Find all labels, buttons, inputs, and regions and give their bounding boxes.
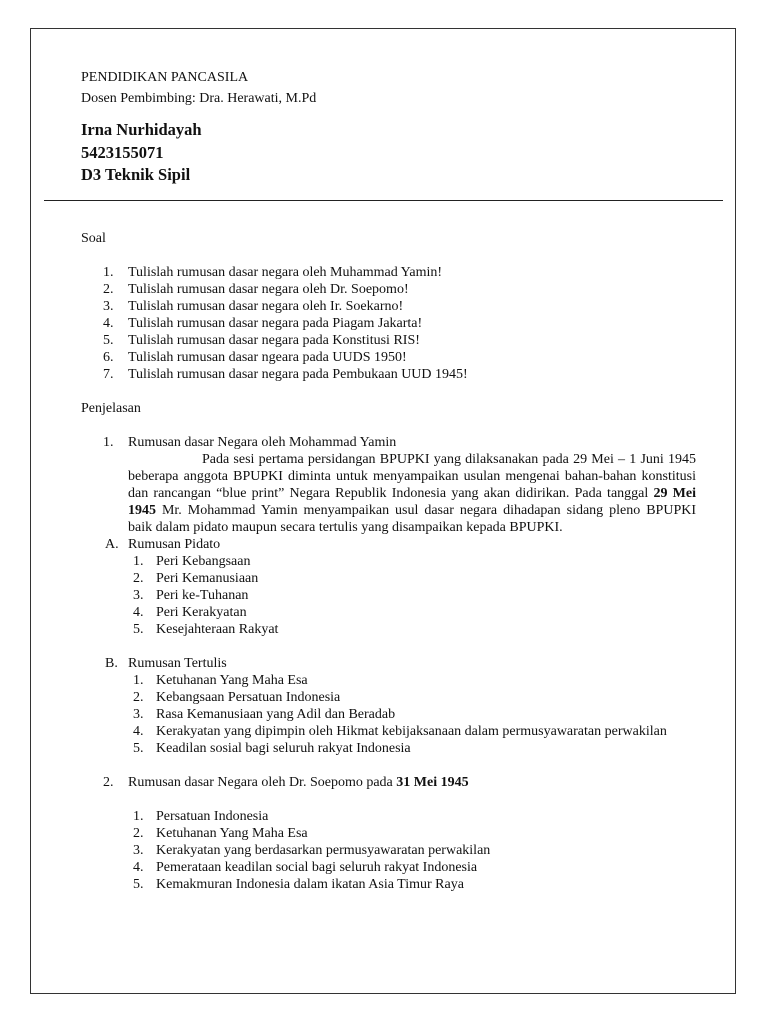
- tertulis-list: [81, 672, 701, 757]
- list-item: 3. Tulislah rumusan dasar negara oleh Ir. Soekarno!: [103, 299, 404, 314]
- item1-section-b: B. Rumusan Tertulis: [105, 656, 227, 671]
- soal-list: [81, 264, 701, 383]
- penjelasan-heading: Penjelasan: [81, 401, 141, 416]
- soepomo-list: [81, 808, 701, 893]
- date-bold: 31 Mei 1945: [396, 775, 469, 790]
- list-item: 1. Ketuhanan Yang Maha Esa: [133, 673, 308, 688]
- course-title: PENDIDIKAN PANCASILA: [81, 70, 249, 85]
- list-item: 5. Tulislah rumusan dasar negara pada Konstitusi RIS!: [103, 333, 420, 348]
- student-id: 5423155071: [81, 142, 164, 162]
- list-item: 3. Kerakyatan yang berdasarkan permusyawaratan perwakilan: [133, 843, 491, 858]
- student-name: Irna Nurhidayah: [81, 120, 202, 139]
- item1-paragraph: Pada sesi pertama persidangan BPUPKI yang dilaksanakan pada 29 Mei – 1 Juni 1945 beberapa anggota BPUPKI diminta untuk menyampaikan usulan mengenai bahan-bahan konstitusi dan rancangan “blue print” Negara Republik Indonesia yang akan didirikan. Pada tanggal 29 Mei 1945 Mr. Mohammad Yamin menyampaikan usul dasar negara dihadapan sidang pleno BPUPKI baik dalam pidato maupun secara tertulis yang disampaikan kepada BPUPKI.: [128, 452, 696, 535]
- document-body: [81, 230, 701, 893]
- list-item: 4. Kerakyatan yang dipimpin oleh Hikmat kebijaksanaan dalam permusyawaratan perwakilan: [133, 724, 667, 739]
- item1-section-a: A. Rumusan Pidato: [105, 537, 221, 552]
- student-info: [81, 119, 202, 187]
- penjelasan-item-1: 1. Rumusan dasar Negara oleh Mohammad Yamin Pada sesi pertama persidangan BPUPKI yang dilaksanakan pada 29 Mei – 1 Juni 1945 beberapa anggota BPUPKI diminta untuk menyampaikan usulan mengenai bahan-bahan konstitusi dan rancangan “blue print” Negara Republik Indonesia yang akan didirikan. Pada tanggal 29 Mei 1945 Mr. Mohammad Yamin menyampaikan usul dasar negara dihadapan sidang pleno BPUPKI baik dalam pidato maupun secara tertulis yang disampaikan kepada BPUPKI. A. Rumusan Pidato 1. Peri Kebangsaan 2. Peri Kemanusiaan 3. Peri ke-Tuhanan 4. Peri Kerakyatan 5. Kesejahteraan Rakyat B. Rumusan Tertulis 1. Ketuhanan Yang Maha Esa 2. Kebangsaan Persatuan Indonesia 3. Rasa Kemanusiaan yang Adil dan Beradab 4. Kerakyatan yang dipimpin oleh Hikmat kebijaksanaan dalam permusyawaratan perwakilan 5. Keadilan sosial bagi seluruh rakyat Indonesia: [81, 434, 701, 757]
- list-item: 5. Keadilan sosial bagi seluruh rakyat Indonesia: [133, 741, 411, 756]
- list-item: 7. Tulislah rumusan dasar negara pada Pembukaan UUD 1945!: [103, 367, 468, 382]
- date-bold: 29 Mei 1945: [128, 486, 696, 518]
- student-program: D3 Teknik Sipil: [81, 165, 191, 184]
- list-item: 5. Kemakmuran Indonesia dalam ikatan Asia Timur Raya: [133, 877, 464, 892]
- pidato-list: [81, 553, 701, 638]
- list-item: 5. Kesejahteraan Rakyat: [133, 622, 279, 637]
- list-item: 2. Tulislah rumusan dasar negara oleh Dr. Soepomo!: [103, 282, 409, 297]
- document-header: [81, 67, 316, 109]
- list-item: 1. Peri Kebangsaan: [133, 554, 251, 569]
- item1-title: Rumusan dasar Negara oleh Mohammad Yamin: [128, 435, 397, 450]
- list-item: 3. Peri ke-Tuhanan: [133, 588, 249, 603]
- list-item: 3. Rasa Kemanusiaan yang Adil dan Beradab: [133, 707, 396, 722]
- item2-title: Rumusan dasar Negara oleh Dr. Soepomo pada 31 Mei 1945: [128, 775, 469, 790]
- list-item: 4. Tulislah rumusan dasar negara pada Piagam Jakarta!: [103, 316, 423, 331]
- list-item: 4. Peri Kerakyatan: [133, 605, 247, 620]
- list-item: 1. Tulislah rumusan dasar negara oleh Muhammad Yamin!: [103, 265, 443, 280]
- list-item: 2. Ketuhanan Yang Maha Esa: [133, 826, 308, 841]
- list-item: 1. Persatuan Indonesia: [133, 809, 269, 824]
- list-item: 2. Peri Kemanusiaan: [133, 571, 259, 586]
- list-item: 4. Pemerataan keadilan social bagi seluruh rakyat Indonesia: [133, 860, 478, 875]
- lecturer-line: Dosen Pembimbing: Dra. Herawati, M.Pd: [81, 91, 317, 106]
- header-divider: [44, 200, 723, 201]
- penjelasan-item-2: 2. Rumusan dasar Negara oleh Dr. Soepomo pada 31 Mei 1945 1. Persatuan Indonesia 2. Ketuhanan Yang Maha Esa 3. Kerakyatan yang berdasarkan permusyawaratan perwakilan 4. Pemerataan keadilan social bagi seluruh rakyat Indonesia 5. Kemakmuran Indonesia dalam ikatan Asia Timur Raya: [81, 774, 701, 893]
- soal-heading: Soal: [81, 231, 106, 246]
- list-item: 2. Kebangsaan Persatuan Indonesia: [133, 690, 341, 705]
- list-item: 6. Tulislah rumusan dasar ngeara pada UUDS 1950!: [103, 350, 407, 365]
